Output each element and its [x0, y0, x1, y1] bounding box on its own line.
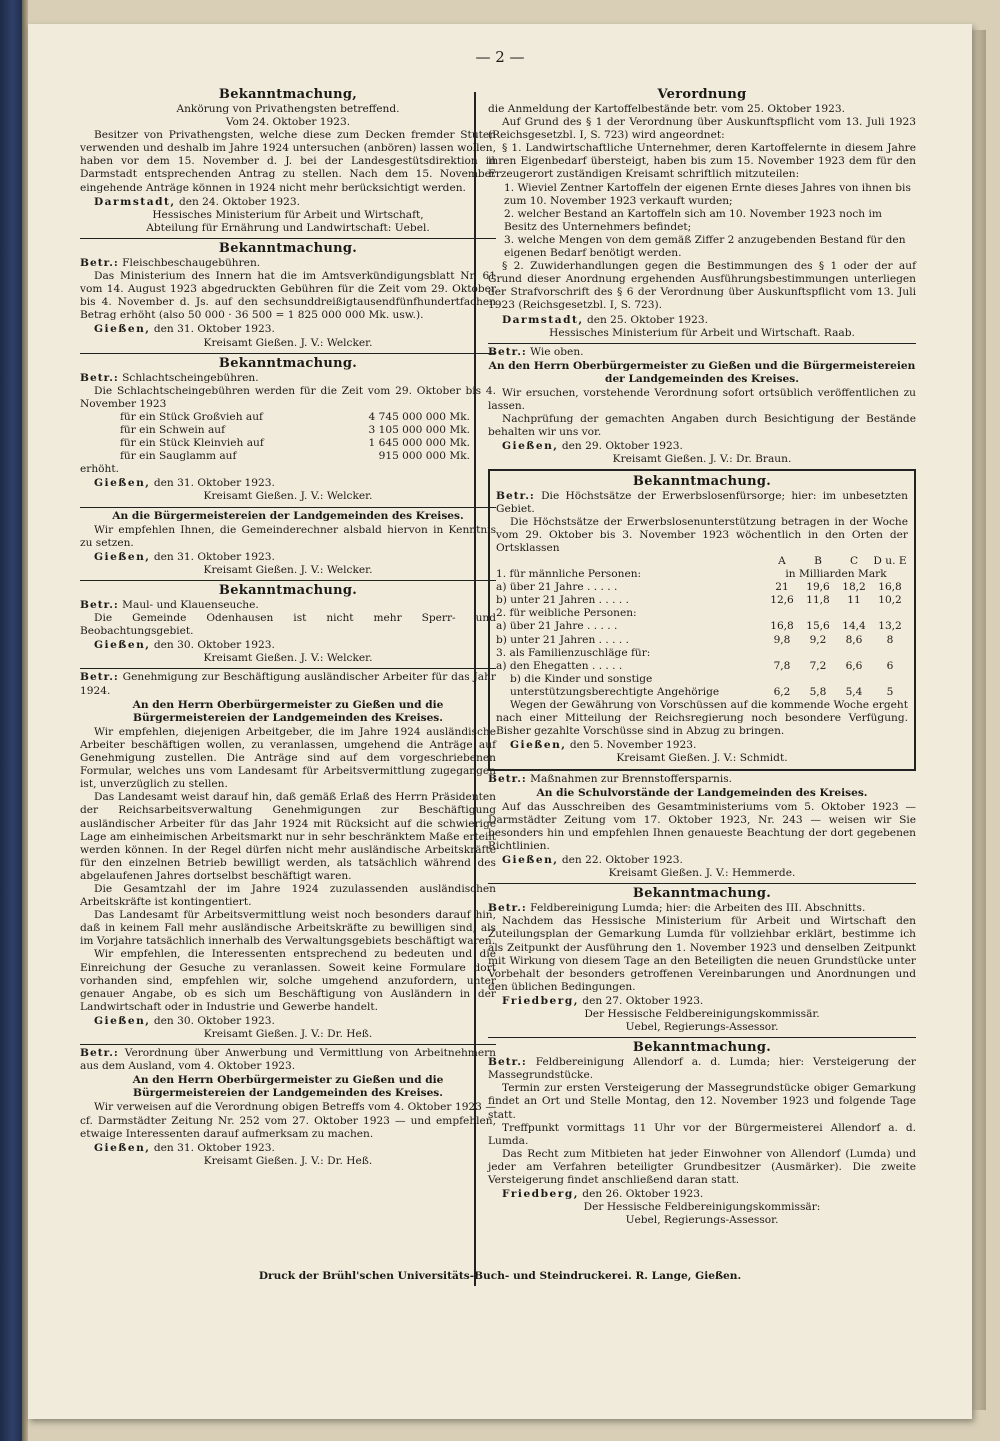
table-cell: 21	[775, 581, 789, 594]
notice-subtitle: Ankörung von Privathengsten betreffend.	[176, 103, 400, 115]
table-header: A	[778, 555, 786, 567]
notice-tail: erhöht.	[80, 463, 119, 476]
table-cell: 7,8	[773, 659, 791, 672]
place-date: Gießen, den 30. Oktober 1923.	[94, 1014, 275, 1027]
place-date: Friedberg, den 27. Oktober 1923.	[502, 994, 704, 1007]
place-date: Gießen, den 22. Oktober 1923.	[502, 854, 683, 867]
table-row	[496, 594, 908, 607]
table-cell: 5	[886, 685, 894, 698]
section-rule	[488, 1037, 916, 1038]
notice-body: Termin zur ersten Versteigerung der Massegrundstücke obiger Gemarkung findet an Ort und Stelle Montag, den 12. November 1923 und folgende Tage statt.	[488, 1082, 916, 1121]
signature: Kreisamt Gießen. J. V.: Welcker.	[203, 336, 373, 349]
notice-foot-and-mouth	[80, 583, 496, 665]
notice-body: Wir ersuchen, vorstehende Verordnung sofort ortsüblich veröffentlichen zu lassen.	[488, 386, 916, 413]
table-cell: b) die Kinder und sonstige unterstützungsberechtigte Angehörige	[510, 672, 720, 698]
table-cell: 16,8	[770, 620, 794, 633]
notice-subject: Betr.: Verordnung über Anwerbung und Vermittlung von Arbeitnehmern aus dem Ausland, vom 4. Oktober 1923.	[80, 1047, 496, 1073]
notice-title: Bekanntmachung.	[632, 1040, 772, 1056]
signature: Kreisamt Gießen. J. V.: Hemmerde.	[608, 867, 796, 880]
notice-addressee: An den Herrn Oberbürgermeister zu Gießen und die Bürgermeistereien der Landgemeinden des Kreises.	[132, 698, 444, 724]
notice-title: Verordnung	[657, 87, 747, 102]
notice-body: Das Landesamt weist darauf hin, daß gemäß Erlaß des Herrn Präsidenten der Reichsarbeitsverwaltung Genehmigungen zur Beschäftigung ausländischer Arbeiter für das Jahr 1924 mit Rücksicht auf die schwierige Lage am einheimischen Arbeitsmarkt nur in sehr beschränktem Maße erteilt werden können. In der Regel dürfen nicht mehr ausländische Arbeitskräfte für den einzelnen Betrieb bewilligt werden, als tatsächlich während des abgelaufenen Jahres dortselbst beschäftigt waren.	[80, 791, 496, 882]
table-row	[496, 607, 908, 620]
table-cell: 19,6	[806, 581, 830, 594]
section-rule	[80, 580, 496, 581]
table-row	[496, 647, 908, 660]
notice-body: Wir empfehlen, diejenigen Arbeitgeber, die im Jahre 1924 ausländische Arbeiter beschäftigen wollen, zu veranlassen, umgehend die Anträge auf Genehmigung zustellen. Die Anträge sind auf dem vorgeschriebenen Formular, welches uns vom Landesamt für Arbeitsvermittlung zugegangen ist, unverzüglich zu stellen.	[80, 725, 496, 791]
notice-body: Die Gemeinde Odenhausen ist nicht mehr Sperr- und Beobachtungsgebiet.	[80, 612, 496, 638]
signature: Abteilung für Ernährung und Landwirtschaft: Uebel.	[146, 221, 430, 234]
notice-title: Bekanntmachung.	[218, 240, 358, 256]
fee-list	[80, 411, 496, 463]
table-cell: 3. als Familienzuschläge für:	[496, 646, 651, 659]
notice-body: Das Ministerium des Innern hat die im Amtsverkündigungsblatt Nr. 61 vom 14. August 1923 abgedruckten Gebühren für die Zeit vom 29. Oktober bis 4. November d. Js. auf den sechsunddreißigtausendfünfhundertfachen Betrag erhöht (also 50 000 · 36 500 = 1 825 000 000 Mk. usw.).	[80, 270, 496, 322]
notice-subject: Betr.: Maul- und Klauenseuche.	[80, 599, 259, 611]
place-date: Friedberg, den 26. Oktober 1923.	[502, 1188, 704, 1201]
notice-subject: Betr.: Feldbereinigung Lumda; hier: die Arbeiten des III. Abschnitts.	[488, 902, 866, 915]
notice-title: Bekanntmachung.	[632, 473, 772, 489]
right-column	[488, 86, 916, 1227]
table-cell: 16,8	[878, 581, 902, 594]
section-rule	[80, 238, 496, 239]
notice-slaughter-fees	[80, 356, 496, 504]
table-cell: 12,6	[770, 594, 794, 607]
left-column	[80, 86, 496, 1168]
table-unit-row	[496, 568, 908, 581]
signature: Kreisamt Gießen. J. V.: Dr. Heß.	[203, 1028, 373, 1040]
notice-subject: Betr.: Maßnahmen zur Brennstoffersparnis.	[488, 772, 733, 785]
table-cell: 5,4	[845, 685, 863, 698]
table-cell: 15,6	[806, 620, 830, 633]
page-number: — 2 —	[475, 48, 525, 66]
table-row	[496, 673, 908, 699]
table-cell: 9,2	[809, 633, 827, 646]
newspaper-page	[28, 24, 972, 1419]
benefit-table	[496, 555, 908, 699]
section-rule	[80, 1044, 496, 1045]
notice-body: Auf das Ausschreiben des Gesamtministeriums vom 5. Oktober 1923 — Darmstädter Zeitung vom 17. Oktober 1923, Nr. 243 — weisen wir Sie besonders hin und empfehlen Ihnen genaueste Beachtung der dort gegebenen Richtlinien.	[488, 800, 916, 852]
signature: Hessisches Ministerium für Arbeit und Wirtschaft. Raab.	[549, 326, 855, 339]
notice-body: Das Landesamt für Arbeitsvermittlung weist noch besonders darauf hin, daß in keinem Fall mehr ausländische Arbeitskräfte zu bewilligen sind, als im Vorjahre tatsächlich innerhalb des Verwaltungsgebiets beschäftigt waren.	[80, 909, 496, 948]
notice-body: Treffpunkt vormittags 11 Uhr vor der Bürgermeisterei Allendorf a. d. Lumda.	[488, 1121, 916, 1147]
table-cell: a) über 21 Jahre . . . . .	[496, 581, 618, 594]
table-cell: a) über 21 Jahre . . . . .	[496, 620, 618, 633]
notice-addressee: An den Herrn Oberbürgermeister zu Gießen und die Bürgermeistereien der Landgemeinden des Kreises.	[132, 1074, 444, 1100]
notice-body: Wegen der Gewährung von Vorschüssen auf die kommende Woche ergeht nach einer Mitteilung der Reichsregierung noch besondere Verfügung. Bisher gezahlte Vorschüsse sind in Abzug zu bringen.	[496, 699, 908, 738]
notice-intro: die Anmeldung der Kartoffelbestände betr. vom 25. Oktober 1923.	[488, 103, 845, 115]
notice-body: Das Recht zum Mitbieten hat jeder Einwohner von Allendorf (Lumda) und jeder am Verfahren beteiligter Grundbesitzer (Ausmärker). Die zweite Versteigerung findet anschließend daran statt.	[488, 1147, 916, 1187]
notice-intro: Die Höchstsätze der Erwerbslosenunterstützung betragen in der Woche vom 29. Oktober bis 3. November 1923 wöchentlich in den Orten der Ortsklassen	[496, 515, 908, 554]
table-cell: b) unter 21 Jahren . . . . .	[496, 633, 629, 646]
table-row	[496, 581, 908, 594]
section-rule	[80, 507, 496, 508]
section-rule	[80, 353, 496, 354]
notice-body: Nachprüfung der gemachten Angaben durch Besichtigung der Bestände behalten wir uns vor.	[488, 413, 916, 439]
notice-addressee: An den Herrn Oberbürgermeister zu Gießen und die Bürgermeistereien der Landgemeinden des Kreises.	[488, 359, 916, 385]
table-cell: 2. für weibliche Personen:	[496, 607, 637, 620]
table-cell: 9,8	[773, 633, 791, 646]
notice-subject: Betr.: Feldbereinigung Allendorf a. d. Lumda; hier: Versteigerung der Massegrundstücke.	[488, 1056, 916, 1082]
signature: Der Hessische Feldbereinigungskommissär:	[583, 1201, 821, 1214]
signature: Kreisamt Gießen. J. V.: Dr. Heß.	[203, 1154, 373, 1167]
signature: Kreisamt Gießen. J. V.: Welcker.	[203, 563, 373, 576]
notice-title: Bekanntmachung.	[632, 886, 772, 902]
table-cell: 1. für männliche Personen:	[496, 568, 642, 581]
notice-body: Wir verweisen auf die Verordnung obigen Betreffs vom 4. Oktober 1923 — cf. Darmstädter Zeitung Nr. 252 vom 27. Oktober 1923 — und empfehlen, etwaige Interessenten darauf aufmerksam zu machen.	[80, 1101, 496, 1140]
signature: Uebel, Regierungs-Assessor.	[625, 1021, 779, 1034]
table-header: C	[849, 555, 859, 567]
list-item: für ein Stück Großvieh auf 4 745 000 000 Mk.	[120, 410, 470, 423]
table-cell: 6	[886, 659, 894, 672]
table-cell: 13,2	[878, 620, 902, 633]
signature: Kreisamt Gießen. J. V.: Welcker.	[203, 490, 373, 503]
signature: Kreisamt Gießen. J. V.: Dr. Braun.	[612, 453, 792, 466]
notice-recruitment-abroad	[80, 1047, 496, 1168]
place-date: Gießen, den 29. Oktober 1923.	[502, 440, 683, 453]
place-date: Gießen, den 31. Oktober 1923.	[94, 477, 275, 490]
signature: Uebel, Regierungs-Assessor.	[625, 1214, 779, 1227]
notice-title: Bekanntmachung.	[218, 583, 358, 598]
section-rule	[488, 343, 916, 344]
place-date: Gießen, den 30. Oktober 1923.	[94, 639, 275, 652]
page-edge	[972, 30, 986, 1410]
notice-body: Die Schlachtscheingebühren werden für die Zeit vom 29. Oktober bis 4. November 1923	[80, 384, 496, 410]
numbered-list	[488, 182, 916, 261]
table-cell: 18,2	[842, 581, 866, 594]
notice-body: Die Gesamtzahl der im Jahre 1924 zuzulassenden ausländischen Arbeitskräfte ist kontingentiert.	[80, 882, 496, 909]
list-item: 2. welcher Bestand an Kartoffeln sich am 10. November 1923 noch im Besitz des Unternehmers befindet;	[504, 207, 882, 233]
place-date: Gießen, den 31. Oktober 1923.	[94, 323, 275, 336]
book-binding	[0, 0, 22, 1441]
notice-foreign-workers	[80, 671, 496, 1041]
table-cell: 11,8	[806, 594, 830, 607]
signature: Der Hessische Feldbereinigungskommissär.	[584, 1008, 820, 1020]
notice-subject: Betr.: Wie oben.	[488, 345, 584, 358]
notice-addressee: An die Bürgermeistereien der Landgemeinden des Kreises.	[112, 509, 464, 522]
notice-mayors	[80, 510, 496, 577]
list-item: für ein Schwein auf 3 105 000 000 Mk.	[120, 423, 470, 436]
table-cell: 11	[847, 594, 861, 607]
table-unit: in Milliarden Mark	[785, 568, 887, 581]
notice-body: Auf Grund des § 1 der Verordnung über Auskunftspflicht vom 13. Juli 1923 (Reichsgesetzbl. I, S. 723) wird angeordnet:	[488, 116, 916, 142]
place-date: Gießen, den 31. Oktober 1923.	[94, 1141, 275, 1154]
notice-auction-allendorf	[488, 1040, 916, 1227]
signature: Kreisamt Gießen. J. V.: Schmidt.	[616, 752, 788, 765]
table-cell: 7,2	[809, 659, 827, 672]
printer-imprint: Druck der Brühl'schen Universitäts-Buch- und Steindruckerei. R. Lange, Gießen.	[258, 1270, 742, 1282]
ordinance-potato-stocks	[488, 87, 916, 340]
notice-title: Bekanntmachung.	[218, 355, 358, 371]
table-header-row	[496, 555, 908, 568]
table-cell: b) unter 21 Jahren . . . . .	[496, 594, 629, 607]
place-date: Gießen, den 5. November 1923.	[510, 739, 697, 752]
list-item: für ein Stück Kleinvieh auf 1 645 000 000 Mk.	[120, 437, 470, 450]
table-row	[496, 660, 908, 673]
list-item: 1. Wieviel Zentner Kartoffeln der eigenen Ernte dieses Jahres von ihnen bis zum 10. November 1923 verkauft wurden;	[504, 181, 911, 207]
signature: Kreisamt Gießen. J. V.: Welcker.	[203, 652, 373, 665]
notice-body: § 2. Zuwiderhandlungen gegen die Bestimmungen des § 1 oder der auf Grund dieser Anordnung ergehenden Ausführungsbestimmungen unterliegen der Strafvorschrift des § 6 der Verordnung über Auskunftspflicht vom 13. Juli 1923 (Reichsgesetzbl. I, S. 723).	[488, 260, 916, 312]
section-rule	[488, 883, 916, 884]
notice-date: Vom 24. Oktober 1923.	[225, 116, 351, 129]
notice-body: Besitzer von Privathengsten, welche diese zum Decken fremder Stuten verwenden und deshalb im Jahre 1924 untersuchen (anbören) lassen wollen, haben vor dem 15. November d. J. bei der Landesgestütsdirektion in Darmstadt entsprechenden Antrag zu stellen. Nach dem 15. November eingehende Anträge können in 1924 nicht mehr berücksichtigt werden.	[80, 129, 496, 194]
table-cell: a) den Ehegatten . . . . .	[496, 659, 623, 672]
place-date: Darmstadt, den 24. Oktober 1923.	[94, 195, 300, 208]
notice-body: Wir empfehlen Ihnen, die Gemeinderechner alsbald hiervon in Kenntnis zu setzen.	[80, 523, 496, 549]
notice-title: Bekanntmachung,	[218, 87, 358, 102]
notice-addressee: An die Schulvorstände der Landgemeinden des Kreises.	[536, 786, 868, 799]
notice-meat-inspection-fees	[80, 241, 496, 350]
table-row	[496, 634, 908, 647]
section-rule	[80, 668, 496, 669]
notice-subject: Betr.: Fleischbeschaugebühren.	[80, 256, 261, 269]
place-date: Gießen, den 31. Oktober 1923.	[94, 550, 275, 563]
notice-unemployment-box	[488, 469, 916, 771]
list-item: 3. welche Mengen von dem gemäß Ziffer 2 anzugebenden Bestand für den eigenen Bedarf benötigt werden.	[504, 233, 906, 260]
notice-subject: Betr.: Genehmigung zur Beschäftigung ausländischer Arbeiter für das Jahr 1924.	[80, 671, 496, 697]
signature: Hessisches Ministerium für Arbeit und Wirtschaft,	[152, 208, 424, 221]
table-cell: 6,2	[773, 685, 791, 698]
notice-potato-mayors	[488, 346, 916, 467]
place-date: Darmstadt, den 25. Oktober 1923.	[502, 313, 708, 326]
table-cell: 8	[886, 633, 894, 646]
notice-body: Wir empfehlen, die Interessenten entsprechend zu bedeuten und die Einreichung der Gesuche zu veranlassen. Soweit keine Formulare dort vorhanden sind, empfehlen wir, solche umgehend anzufordern, unter genauer Angabe, ob es sich um Beschäftigung von Ausländern in der Landwirtschaft oder in Industrie und Gewerbe handelt.	[80, 948, 496, 1013]
notice-body: § 1. Landwirtschaftliche Unternehmer, deren Kartoffelernte in diesem Jahre ihren Eigenbedarf übersteigt, haben bis zum 15. November 1923 dem für den Erzeugerort zuständigen Kreisamt schriftlich mitzuteilen:	[488, 142, 916, 181]
notice-fuel-saving	[488, 773, 916, 881]
notice-land-consolidation-lumda	[488, 886, 916, 1034]
notice-subject: Betr.: Die Höchstsätze der Erwerbslosenfürsorge; hier: im unbesetzten Gebiet.	[496, 489, 908, 515]
table-header: B	[814, 555, 822, 567]
table-cell: 6,6	[845, 659, 863, 672]
table-row	[496, 620, 908, 633]
list-item: für ein Sauglamm auf 915 000 000 Mk.	[120, 450, 470, 463]
table-cell: 5,8	[809, 685, 827, 698]
table-cell: 14,4	[842, 620, 866, 633]
table-cell: 10,2	[878, 594, 902, 607]
notice-body: Nachdem das Hessische Ministerium für Arbeit und Wirtschaft den Zuteilungsplan der Gemarkung Lumda für vollziehbar erklärt, bestimme ich als Zeitpunkt der Ausführung den 1. November 1923 und denselben Zeitpunkt mit Wirkung von diesem Tage an den Beteiligten die neuen Grundstücke unter Vorbehalt der besonders getroffenen Vereinbarungen und Anordnungen und den üblichen Bedingungen.	[488, 915, 916, 993]
notice-private-stallions	[80, 87, 496, 235]
notice-subject: Betr.: Schlachtscheingebühren.	[80, 371, 259, 384]
table-cell: 8,6	[845, 633, 863, 646]
table-header: D u. E	[873, 555, 907, 567]
